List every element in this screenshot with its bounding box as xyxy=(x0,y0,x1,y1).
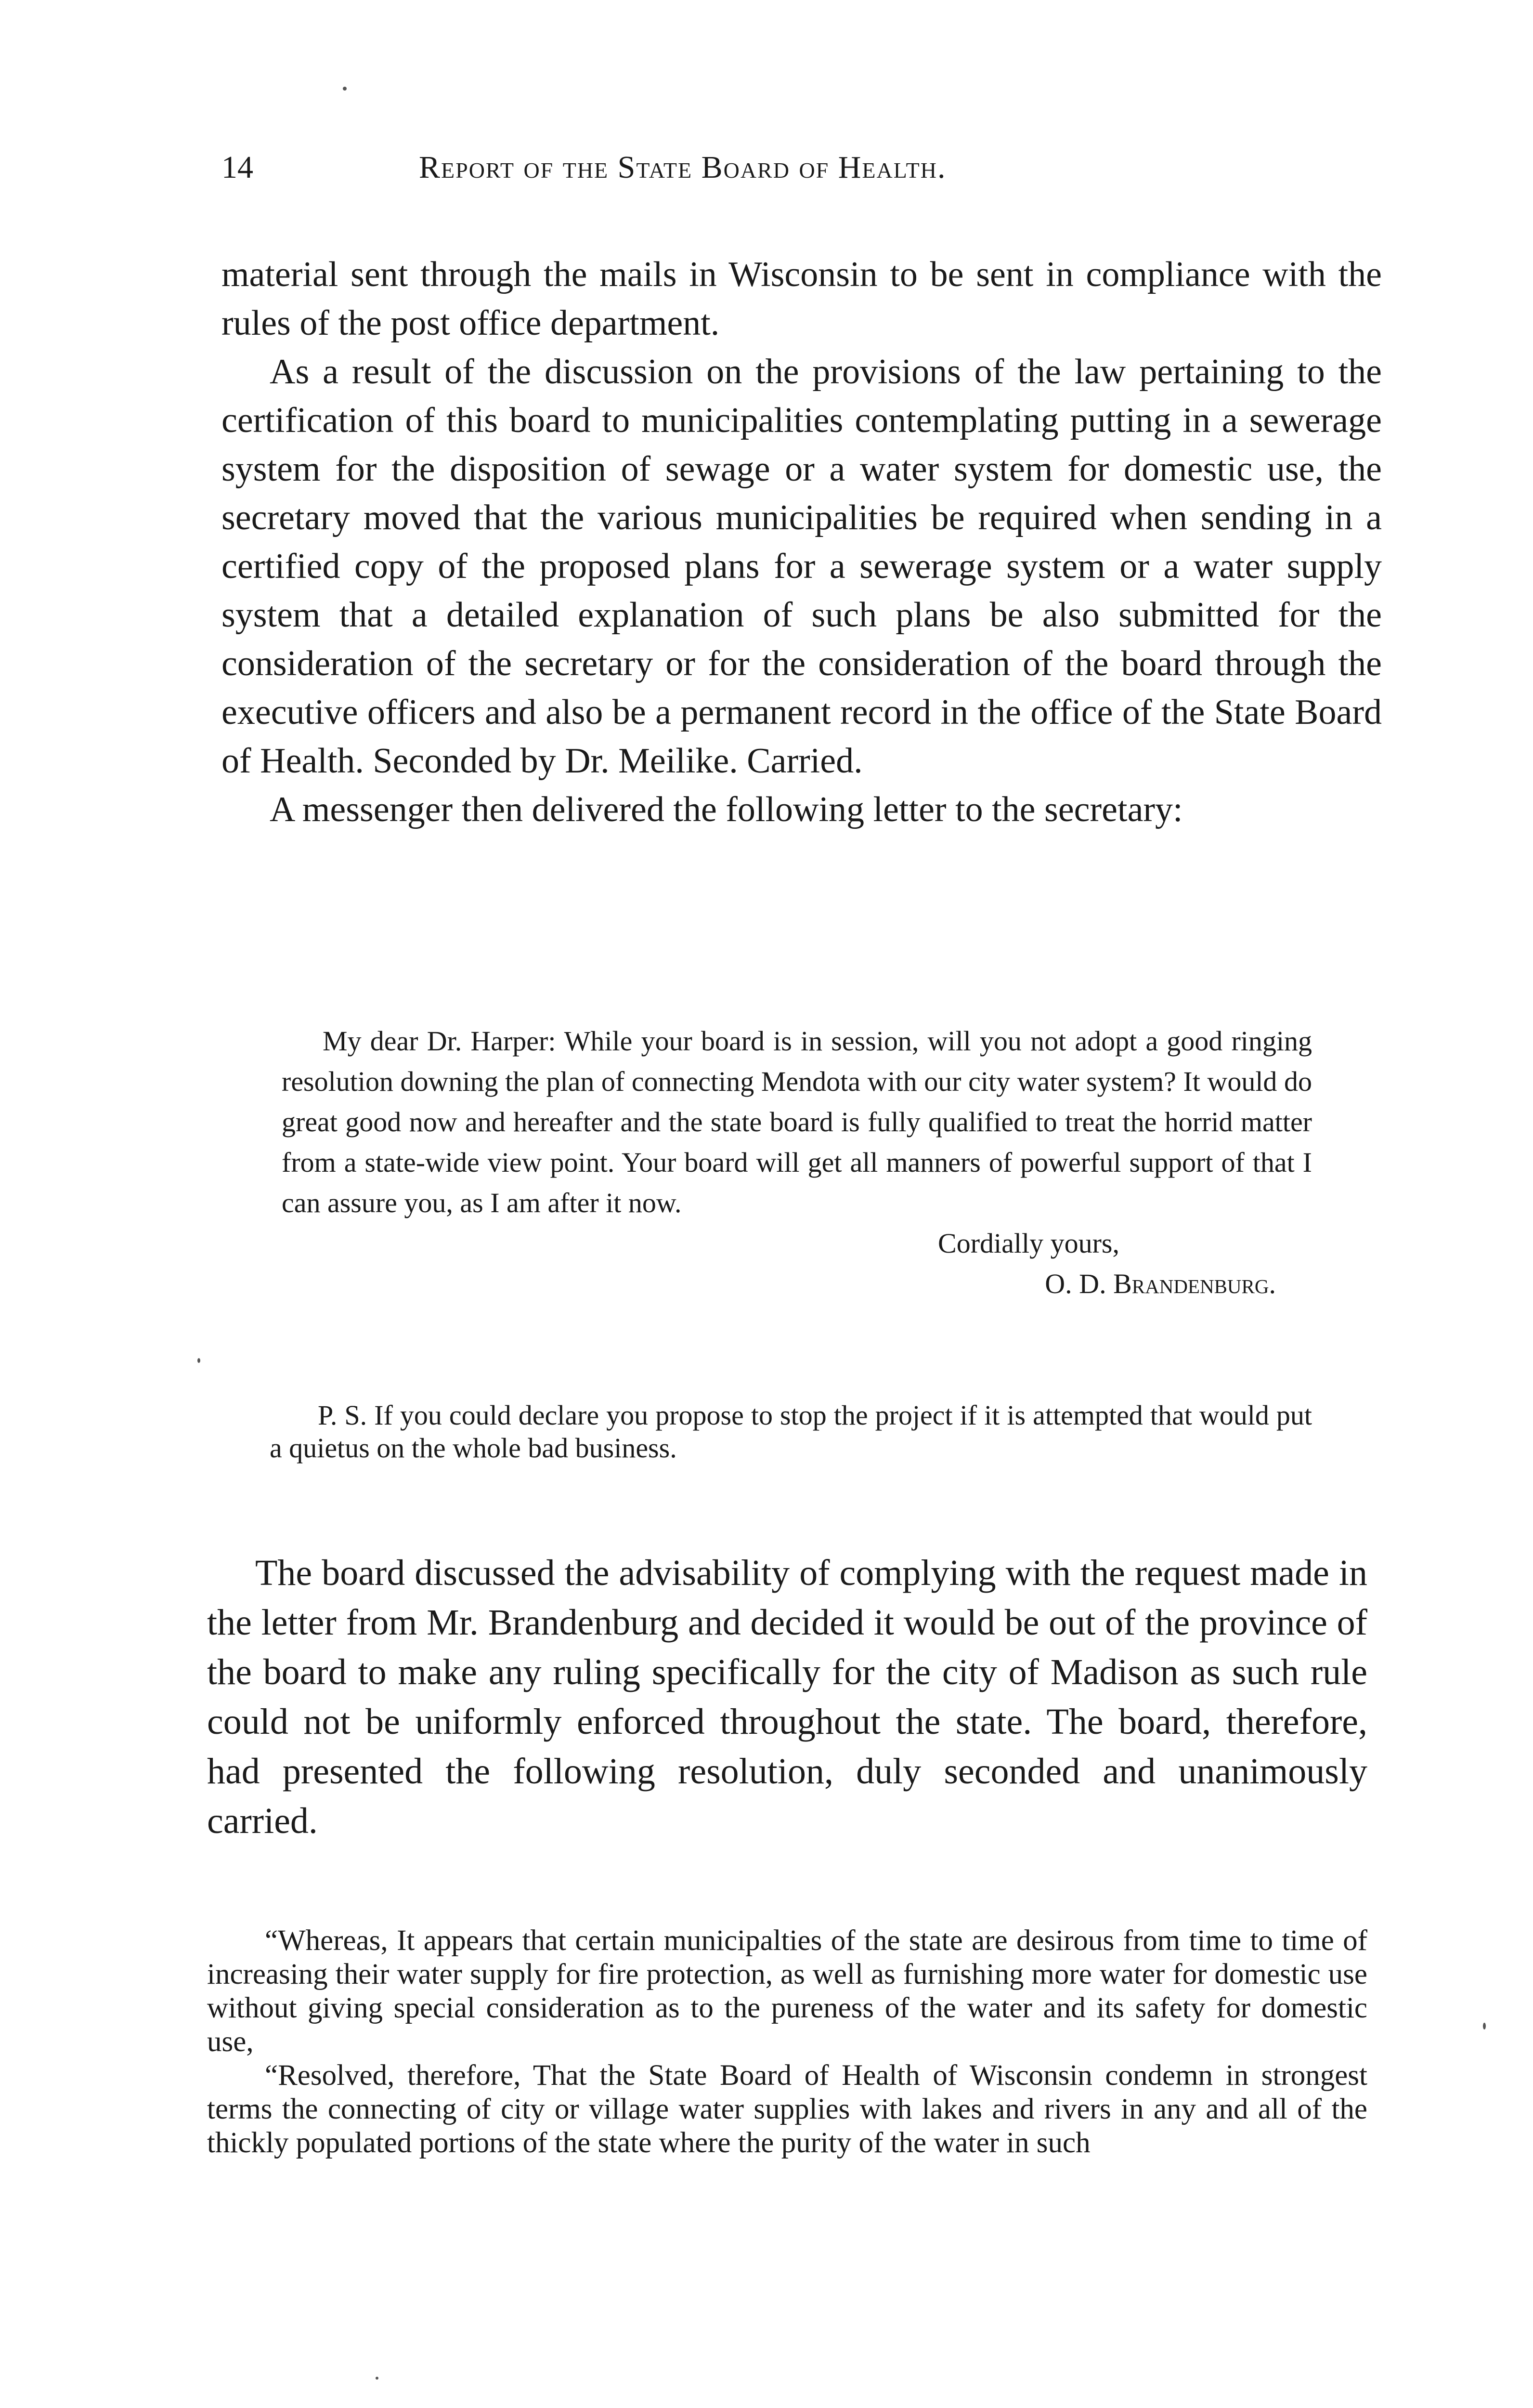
paragraph-discussion: The board discussed the advisability of complying with the request made in the letter from Mr. Brandenburg and decided it would be out of the province of the board to make any ruling specifically for the city of Madison as such rule could not be uniformly enforced throughout the state. The board, therefore, had presented the following resolution, duly seconded and unanimously carried. xyxy=(207,1553,1367,1841)
opening-text xyxy=(221,250,1382,834)
letter-postscript xyxy=(270,1399,1312,1465)
scan-speck xyxy=(376,2377,378,2380)
paragraph-motion: As a result of the discussion on the provisions of the law pertaining to the certification of this board to municipalities contemplating putting in a sewerage system for the disposition of sewage or a water system for domestic use, the secretary moved that the various municipalities be required when sending in a certified copy of the proposed plans for a sewerage system or a water supply system that a detailed explanation of such plans be also submitted for the consideration of the secretary or for the consideration of the board through the executive officers and also be a permanent record in the office of the State Board of Health. Seconded by Dr. Meilike. Carried. xyxy=(221,352,1382,781)
letter-signature: O. D. Brandenburg. xyxy=(1045,1268,1276,1299)
scan-speck xyxy=(197,1358,200,1363)
resolution-whereas: “Whereas, It appears that certain municipalties of the state are desirous from time to time of increasing their water supply for fire protection, as well as furnishing more water for domestic use without giving special consideration as to the pureness of the water and its safety for domestic use, xyxy=(207,1924,1367,2058)
page-header xyxy=(221,144,1189,202)
running-head: Report of the State Board of Health. xyxy=(419,150,947,185)
paragraph-messenger: A messenger then delivered the following letter to the secretary: xyxy=(270,790,1183,829)
letter-closing: Cordially yours, xyxy=(938,1228,1119,1259)
quoted-letter xyxy=(282,1021,1312,1304)
page-number: 14 xyxy=(221,150,253,185)
paragraph-continuation: material sent through the mails in Wisconsin to be sent in compliance with the rules of the post office department. xyxy=(221,255,1382,343)
resolution-block xyxy=(207,1924,1367,2160)
scan-speck xyxy=(343,87,347,91)
scan-speck xyxy=(1483,2023,1486,2029)
postscript-text: P. S. If you could declare you propose to stop the project if it is attempted that would put a quietus on the whole bad business. xyxy=(270,1400,1312,1464)
letter-body: My dear Dr. Harper: While your board is in session, will you not adopt a good ringing resolution downing the plan of connecting Mendota with our city water system? It would do great good now and hereafter and the state board is fully qualified to treat the horrid matter from a state-wide view point. Your board will get all manners of powerful support of that I can assure you, as I am after it now. xyxy=(282,1025,1312,1218)
discussion-text xyxy=(207,1548,1367,1846)
resolution-resolved: “Resolved, therefore, That the State Board of Health of Wisconsin condemn in strongest terms the connecting of city or village water supplies with lakes and rivers in any and all of the thickly populated portions of the state where the purity of the water in such xyxy=(207,2059,1367,2159)
